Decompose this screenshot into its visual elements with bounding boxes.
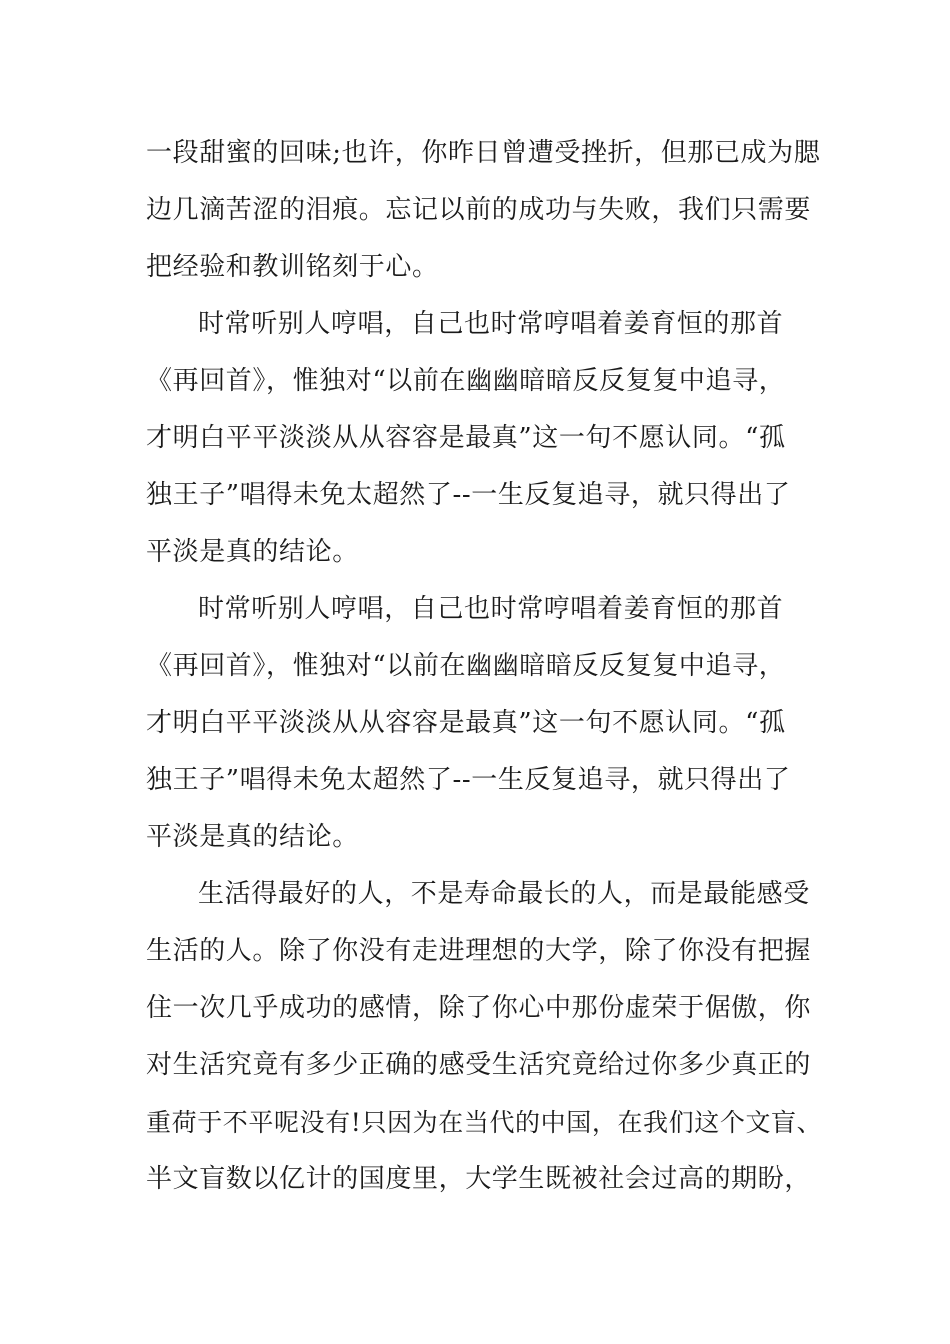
text-line: 对生活究竟有多少正确的感受生活究竟给过你多少真正的 bbox=[146, 1050, 812, 1080]
text-line: 才明白平平淡淡从从容容是最真”这一句不愿认同。“孤 bbox=[146, 423, 786, 453]
text-line: 时常听别人哼唱，自己也时常哼唱着姜育恒的那首 bbox=[198, 309, 784, 339]
text-line: 才明白平平淡淡从从容容是最真”这一句不愿认同。“孤 bbox=[146, 708, 786, 738]
text-line: 时常听别人哼唱，自己也时常哼唱着姜育恒的那首 bbox=[198, 594, 784, 624]
text-line: 平淡是真的结论。 bbox=[146, 537, 359, 567]
paragraph bbox=[146, 125, 826, 296]
text-line: 平淡是真的结论。 bbox=[146, 822, 359, 852]
text-line: 独王子”唱得未免太超然了--一生反复追寻，就只得出了 bbox=[146, 765, 791, 795]
text-line: 《再回首》，惟独对“以前在幽幽暗暗反反复复中追寻， bbox=[146, 366, 786, 396]
text-line: 生活得最好的人，不是寿命最长的人，而是最能感受 bbox=[198, 879, 810, 909]
text-line: 把经验和教训铭刻于心。 bbox=[146, 252, 439, 282]
text-line: 生活的人。除了你没有走进理想的大学，除了你没有把握 bbox=[146, 936, 812, 966]
paragraph bbox=[146, 296, 826, 581]
paragraph bbox=[146, 866, 826, 1208]
text-line: 《再回首》，惟独对“以前在幽幽暗暗反反复复中追寻， bbox=[146, 651, 786, 681]
text-line: 住一次几乎成功的感情，除了你心中那份虚荣于倨傲，你 bbox=[146, 993, 812, 1023]
text-line: 一段甜蜜的回味;也许，你昨日曾遭受挫折，但那已成为腮 bbox=[146, 138, 821, 168]
body-text bbox=[146, 125, 826, 1208]
paragraph bbox=[146, 581, 826, 866]
text-line: 半文盲数以亿计的国度里，大学生既被社会过高的期盼， bbox=[146, 1164, 812, 1194]
text-line: 重荷于不平呢没有!只因为在当代的中国，在我们这个文盲、 bbox=[146, 1108, 823, 1137]
text-line: 边几滴苦涩的泪痕。忘记以前的成功与失败，我们只需要 bbox=[146, 195, 812, 225]
text-line: 独王子”唱得未免太超然了--一生反复追寻，就只得出了 bbox=[146, 480, 791, 510]
